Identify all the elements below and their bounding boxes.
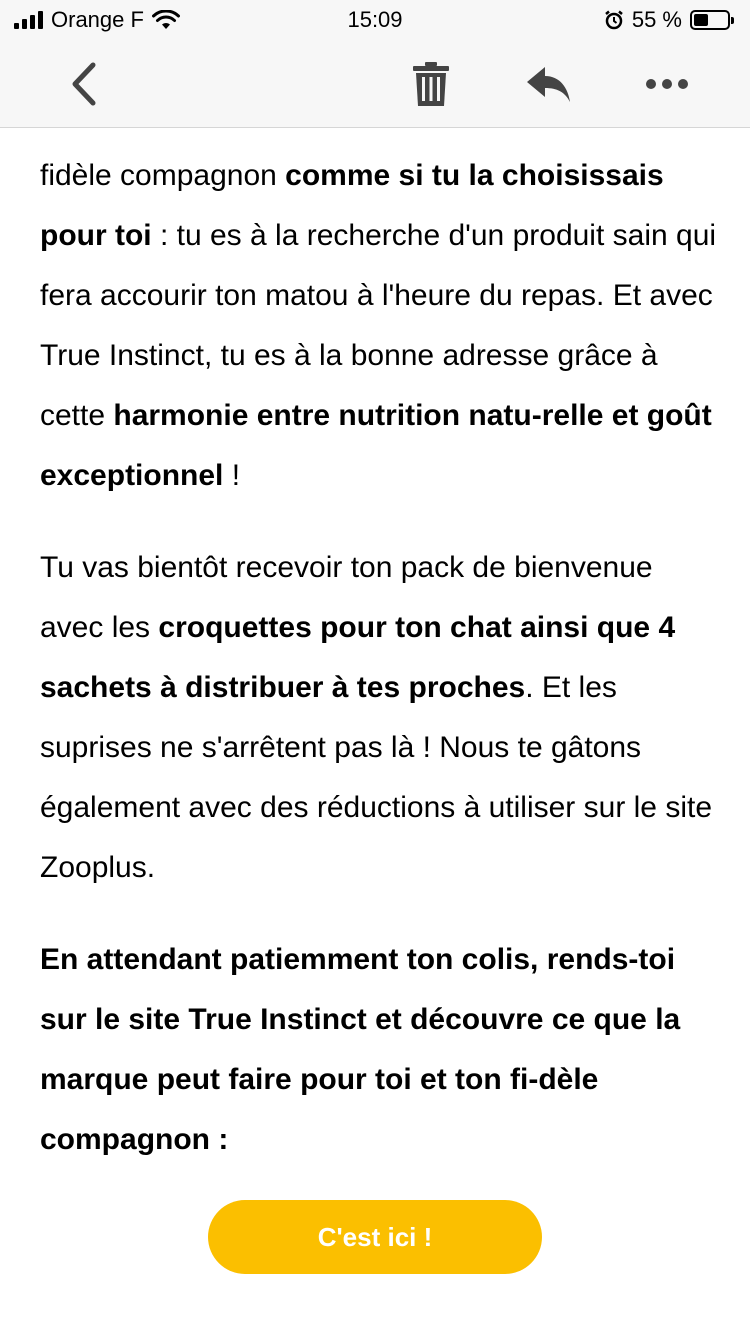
more-button[interactable] — [637, 54, 697, 114]
paragraph-visit-site — [40, 930, 720, 1170]
p1-bold-choose: comme si tu la choisissais pour toi — [40, 159, 664, 252]
p2-bold-croquettes: croquettes pour ton chat ainsi que 4 sachets à distribuer à tes proches — [40, 611, 676, 704]
carrier-name: Orange F — [51, 7, 144, 32]
back-button[interactable] — [54, 54, 114, 114]
status-bar — [0, 0, 750, 40]
paragraph-welcome-pack — [40, 538, 720, 898]
reply-button[interactable] — [519, 54, 579, 114]
p1-text-c: : tu es à la recherche d'un produit sain qui fera accourir ton matou à l'heure du repas. Et avec True Instinct, tu es à la bonne adresse grâce à cette — [40, 219, 717, 432]
status-right — [604, 7, 730, 33]
trash-icon — [411, 61, 451, 107]
chevron-left-icon — [69, 62, 99, 106]
p2-text-c: . Et les suprises ne s'arrêtent pas là ! Nous te gâtons également avec des réductions à utiliser sur le site Zooplus. — [40, 671, 713, 884]
paragraph-intro — [40, 146, 720, 506]
mail-toolbar — [0, 40, 750, 128]
p1-text-a: fidèle compagnon — [40, 159, 286, 192]
cta-button[interactable]: C'est ici ! — [208, 1200, 542, 1274]
p2-text-a: Tu vas bientôt recevoir ton pack de bienvenue avec les — [40, 551, 653, 644]
p1-text-e: ! — [223, 459, 241, 492]
p1-bold-harmony: harmonie entre nutrition natu-relle et goût exceptionnel — [40, 399, 712, 492]
battery-percent: 55 % — [631, 7, 682, 32]
more-icon — [645, 78, 689, 90]
delete-button[interactable] — [401, 54, 461, 114]
alarm-icon — [604, 10, 624, 30]
status-time: 15:09 — [347, 7, 403, 32]
p3-bold-text: En attendant patiemment ton colis, rends-toi sur le site True Instinct et découvre ce que la marque peut faire pour toi et ton fi-dèle compagnon : — [40, 943, 681, 1156]
battery-icon — [690, 10, 730, 30]
reply-icon — [525, 64, 573, 104]
email-body — [40, 128, 720, 1334]
